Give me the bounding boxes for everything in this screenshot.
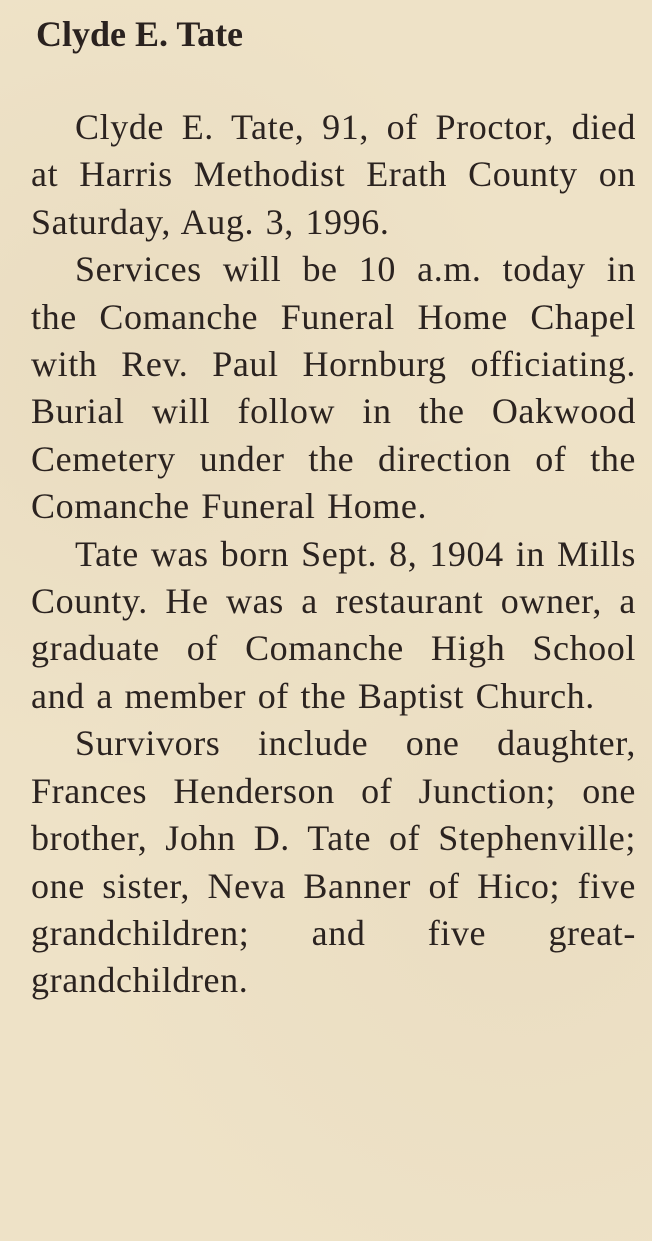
- obituary-paragraph-survivors: Survivors include one daughter, Frances Henderson of Junction; one brother, John D. Tate of Stephenville; one sister, Neva Banner of Hico; five grandchildren; and five great-grandchildren.: [31, 723, 636, 1001]
- obituary-paragraph-death: Clyde E. Tate, 91, of Proctor, died at Harris Methodist Erath County on Saturday, Aug. 3, 1996.: [31, 107, 636, 242]
- obituary-paragraph-biography: Tate was born Sept. 8, 1904 in Mills County. He was a restaurant owner, a graduate of Comanche High School and a member of the Baptist Church.: [31, 533, 636, 716]
- obituary-headline: Clyde E. Tate: [36, 14, 244, 54]
- obituary-body: [31, 104, 636, 1005]
- obituary-paragraph-services: Services will be 10 a.m. today in the Comanche Funeral Home Chapel with Rev. Paul Hornburg officiating. Burial will follow in the Oakwood Cemetery under the direction of the Comanche Funeral Home.: [31, 249, 636, 527]
